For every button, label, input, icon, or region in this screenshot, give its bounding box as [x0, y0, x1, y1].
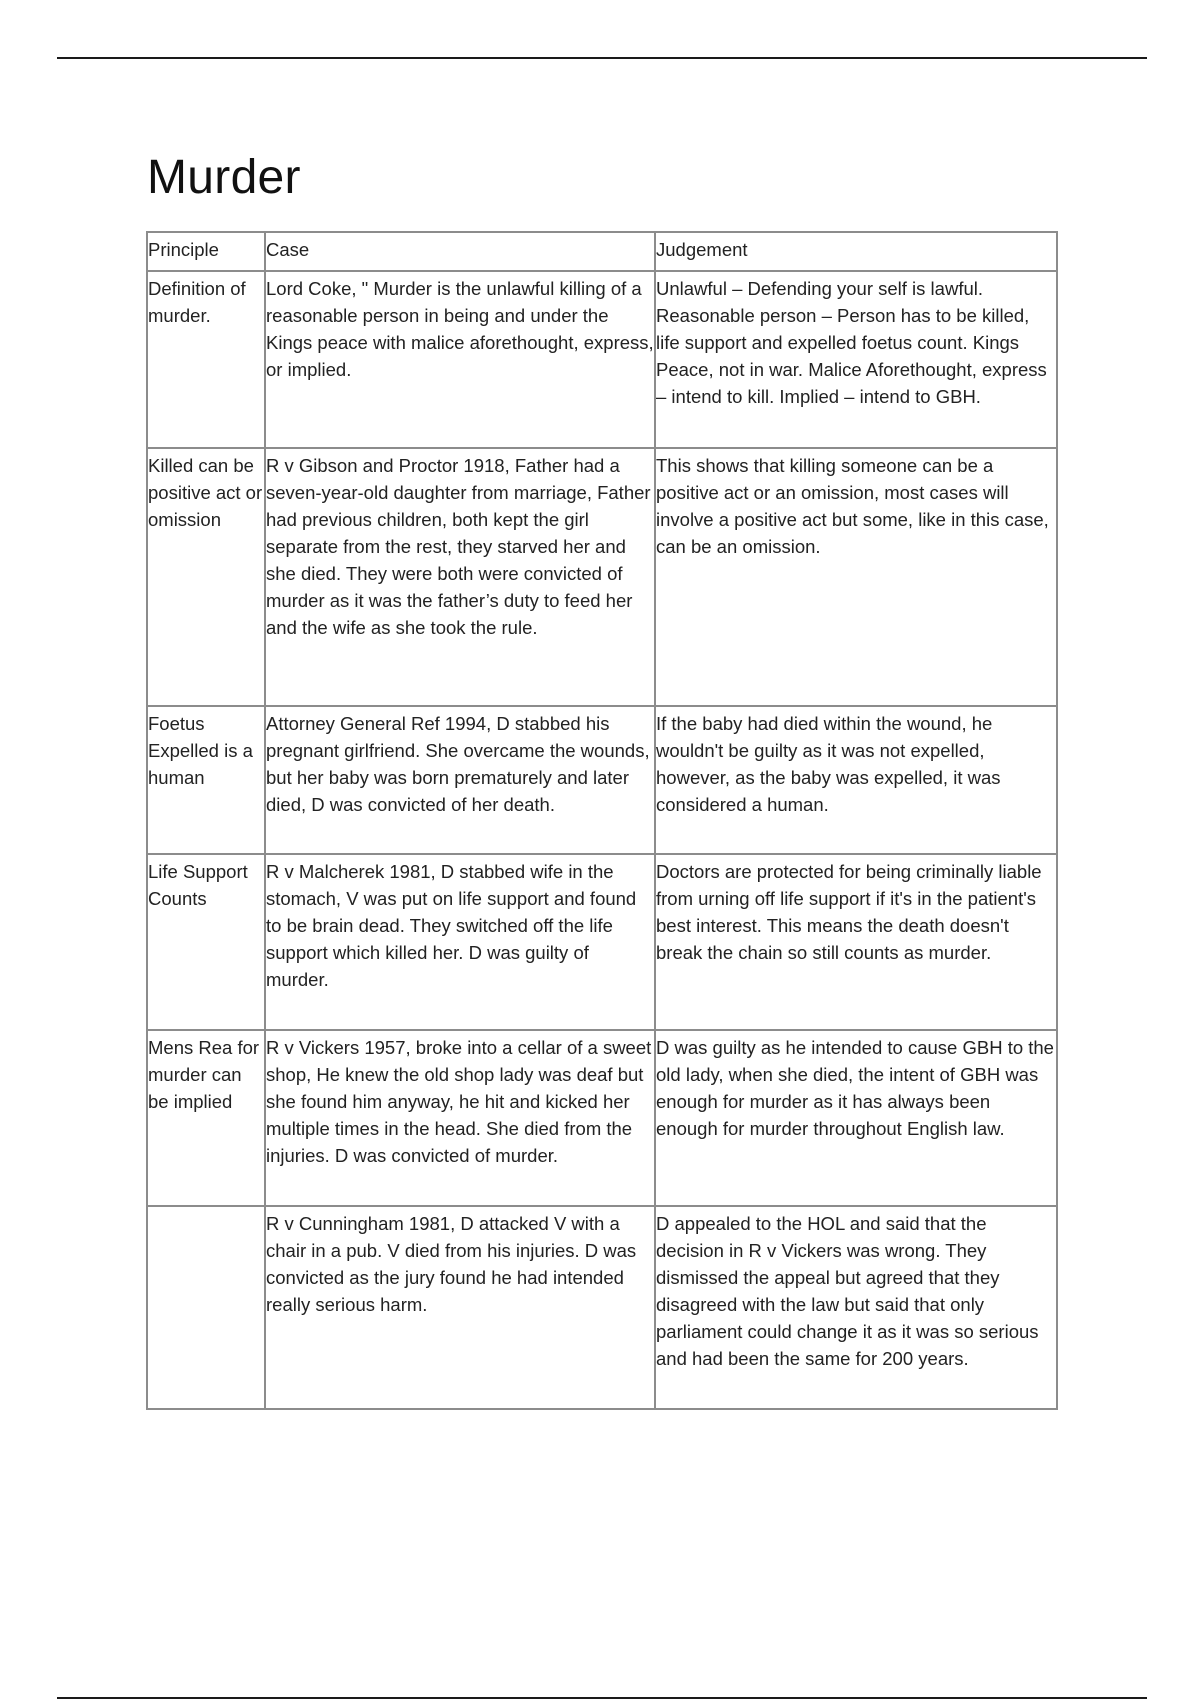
principle-cell: Mens Rea for murder can be implied [147, 1030, 265, 1206]
page-title: Murder [147, 151, 301, 204]
column-header-case: Case [265, 232, 655, 271]
table-row [147, 271, 1057, 448]
case-cell: Attorney General Ref 1994, D stabbed his pregnant girlfriend. She overcame the wounds, but her baby was born prematurely and later died, D was convicted of her death. [265, 706, 655, 854]
column-header-principle: Principle [147, 232, 265, 271]
case-cell: R v Malcherek 1981, D stabbed wife in the stomach, V was put on life support and found to be brain dead. They switched off the life support which killed her. D was guilty of murder. [265, 854, 655, 1030]
table-row [147, 1206, 1057, 1409]
judgement-cell: Doctors are protected for being criminally liable from urning off life support if it's in the patient's best interest. This means the death doesn't break the chain so still counts as murder. [655, 854, 1057, 1030]
table-row [147, 706, 1057, 854]
case-cell: R v Gibson and Proctor 1918, Father had a seven-year-old daughter from marriage, Father had previous children, both kept the girl separate from the rest, they starved her and she died. They were both were convicted of murder as it was the father’s duty to feed her and the wife as she took the rule. [265, 448, 655, 706]
header-rule [57, 57, 1147, 59]
table-header-row [147, 232, 1057, 271]
judgement-cell: D was guilty as he intended to cause GBH to the old lady, when she died, the intent of GBH was enough for murder as it has always been enough for murder throughout English law. [655, 1030, 1057, 1206]
case-cell: R v Vickers 1957, broke into a cellar of a sweet shop, He knew the old shop lady was deaf but she found him anyway, he hit and kicked her multiple times in the head. She died from the injuries. D was convicted of murder. [265, 1030, 655, 1206]
column-header-judgement: Judgement [655, 232, 1057, 271]
judgement-cell: If the baby had died within the wound, he wouldn't be guilty as it was not expelled, however, as the baby was expelled, it was considered a human. [655, 706, 1057, 854]
principle-cell: Killed can be positive act or omission [147, 448, 265, 706]
judgement-cell: Unlawful – Defending your self is lawful. Reasonable person – Person has to be killed, life support and expelled foetus count. Kings Peace, not in war. Malice Aforethought, express – intend to kill. Implied – intend to GBH. [655, 271, 1057, 448]
principle-cell: Life Support Counts [147, 854, 265, 1030]
table-row [147, 448, 1057, 706]
principle-cell [147, 1206, 265, 1409]
case-cell: R v Cunningham 1981, D attacked V with a chair in a pub. V died from his injuries. D was convicted as the jury found he had intended really serious harm. [265, 1206, 655, 1409]
case-cell: Lord Coke, " Murder is the unlawful killing of a reasonable person in being and under the Kings peace with malice aforethought, express, or implied. [265, 271, 655, 448]
judgement-cell: This shows that killing someone can be a positive act or an omission, most cases will involve a positive act but some, like in this case, can be an omission. [655, 448, 1057, 706]
footer-rule [57, 1697, 1147, 1699]
principle-cell: Foetus Expelled is a human [147, 706, 265, 854]
principle-cell: Definition of murder. [147, 271, 265, 448]
table-row [147, 854, 1057, 1030]
cases-table [146, 231, 1058, 1410]
table-row [147, 1030, 1057, 1206]
judgement-cell: D appealed to the HOL and said that the decision in R v Vickers was wrong. They dismissed the appeal but agreed that they disagreed with the law but said that only parliament could change it as it was so serious and had been the same for 200 years. [655, 1206, 1057, 1409]
